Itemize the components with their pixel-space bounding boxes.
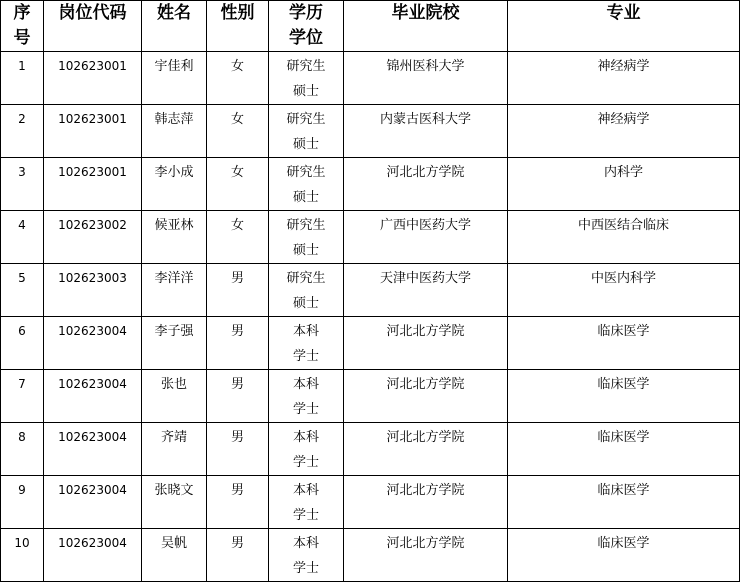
cell-serial-number <box>1 105 44 158</box>
cell-serial-number <box>1 423 44 476</box>
cell-name <box>142 423 207 476</box>
header-name <box>142 1 207 52</box>
cell-name <box>142 370 207 423</box>
cell-major <box>508 105 740 158</box>
cell-name <box>142 52 207 105</box>
cell-school <box>344 317 508 370</box>
position-code-text: 102623004 <box>58 324 127 338</box>
gender-text: 女 <box>230 59 244 74</box>
cell-position-code <box>44 370 142 423</box>
cell-education <box>269 423 344 476</box>
gender-text: 男 <box>230 483 244 498</box>
cell-position-code <box>44 211 142 264</box>
table-row <box>1 105 740 158</box>
degree-text: 学士 <box>292 349 319 364</box>
cell-school <box>344 529 508 582</box>
cell-major <box>508 158 740 211</box>
gender-text: 男 <box>230 324 244 339</box>
header-school-label: 毕业院校 <box>391 3 460 23</box>
major-text: 内科学 <box>603 165 643 180</box>
cell-name <box>142 211 207 264</box>
degree-text: 学士 <box>292 508 319 523</box>
header-major <box>508 1 740 52</box>
cell-school <box>344 52 508 105</box>
education-text: 研究生 <box>286 165 326 180</box>
cell-education <box>269 264 344 317</box>
education-text: 研究生 <box>286 271 326 286</box>
school-text: 河北北方学院 <box>386 430 465 445</box>
name-text: 宇佳利 <box>154 59 194 74</box>
name-text: 候亚林 <box>154 218 194 233</box>
school-text: 河北北方学院 <box>386 536 465 551</box>
cell-school <box>344 264 508 317</box>
header-serial-number-line2: 号 <box>13 28 31 48</box>
gender-text: 男 <box>230 430 244 445</box>
header-serial-number <box>1 1 44 52</box>
cell-school <box>344 211 508 264</box>
major-text: 临床医学 <box>597 483 650 498</box>
major-text: 中西医结合临床 <box>577 218 669 233</box>
position-code-text: 102623004 <box>58 377 127 391</box>
cell-name <box>142 158 207 211</box>
school-text: 河北北方学院 <box>386 483 465 498</box>
school-text: 锦州医科大学 <box>386 59 465 74</box>
position-code-text: 102623001 <box>58 112 127 126</box>
cell-education <box>269 370 344 423</box>
gender-text: 男 <box>230 271 244 286</box>
cell-gender <box>207 158 269 211</box>
name-text: 李小成 <box>154 165 194 180</box>
position-code-text: 102623004 <box>58 430 127 444</box>
cell-position-code <box>44 317 142 370</box>
cell-position-code <box>44 105 142 158</box>
gender-text: 男 <box>230 536 244 551</box>
name-text: 齐靖 <box>160 430 187 445</box>
table-header <box>1 1 740 52</box>
position-code-text: 102623003 <box>58 271 127 285</box>
cell-gender <box>207 52 269 105</box>
gender-text: 女 <box>230 218 244 233</box>
major-text: 神经病学 <box>597 112 650 127</box>
table-row <box>1 264 740 317</box>
major-text: 临床医学 <box>597 377 650 392</box>
cell-education <box>269 158 344 211</box>
position-code-text: 102623001 <box>58 59 127 73</box>
cell-school <box>344 423 508 476</box>
cell-position-code <box>44 423 142 476</box>
table-row <box>1 423 740 476</box>
table-row <box>1 370 740 423</box>
header-serial-number-line1: 序 <box>13 3 31 23</box>
cell-position-code <box>44 158 142 211</box>
serial-number-text: 1 <box>18 59 26 73</box>
cell-serial-number <box>1 158 44 211</box>
name-text: 韩志萍 <box>154 112 194 127</box>
name-text: 吴帆 <box>160 536 187 551</box>
cell-gender <box>207 105 269 158</box>
header-gender-label: 性别 <box>220 3 255 23</box>
education-text: 本科 <box>292 324 319 339</box>
table-row <box>1 52 740 105</box>
gender-text: 女 <box>230 165 244 180</box>
cell-name <box>142 476 207 529</box>
table-body <box>1 52 740 582</box>
degree-text: 硕士 <box>292 137 319 152</box>
cell-major <box>508 52 740 105</box>
major-text: 临床医学 <box>597 536 650 551</box>
cell-education <box>269 317 344 370</box>
cell-gender <box>207 264 269 317</box>
serial-number-text: 2 <box>18 112 26 126</box>
header-education <box>269 1 344 52</box>
position-code-text: 102623004 <box>58 483 127 497</box>
major-text: 临床医学 <box>597 324 650 339</box>
cell-major <box>508 264 740 317</box>
table-row <box>1 529 740 582</box>
education-text: 本科 <box>292 377 319 392</box>
cell-serial-number <box>1 211 44 264</box>
cell-name <box>142 264 207 317</box>
header-position-code-label: 岗位代码 <box>58 3 127 23</box>
table-row <box>1 211 740 264</box>
cell-school <box>344 370 508 423</box>
cell-serial-number <box>1 529 44 582</box>
header-gender <box>207 1 269 52</box>
header-education-line1: 学历 <box>289 3 323 23</box>
education-text: 研究生 <box>286 112 326 127</box>
cell-gender <box>207 476 269 529</box>
cell-school <box>344 105 508 158</box>
header-school <box>344 1 508 52</box>
cell-education <box>269 105 344 158</box>
education-text: 研究生 <box>286 59 326 74</box>
header-row <box>1 1 740 52</box>
cell-major <box>508 476 740 529</box>
cell-name <box>142 105 207 158</box>
cell-gender <box>207 423 269 476</box>
header-education-line2: 学位 <box>289 28 323 48</box>
cell-serial-number <box>1 52 44 105</box>
serial-number-text: 7 <box>18 377 26 391</box>
serial-number-text: 3 <box>18 165 26 179</box>
table-row <box>1 476 740 529</box>
cell-position-code <box>44 52 142 105</box>
serial-number-text: 5 <box>18 271 26 285</box>
cell-education <box>269 476 344 529</box>
degree-text: 硕士 <box>292 84 319 99</box>
cell-major <box>508 317 740 370</box>
school-text: 河北北方学院 <box>386 165 465 180</box>
cell-education <box>269 211 344 264</box>
school-text: 天津中医药大学 <box>379 271 471 286</box>
education-text: 本科 <box>292 483 319 498</box>
major-text: 神经病学 <box>597 59 650 74</box>
serial-number-text: 4 <box>18 218 26 232</box>
cell-gender <box>207 211 269 264</box>
table-row <box>1 158 740 211</box>
cell-serial-number <box>1 317 44 370</box>
cell-serial-number <box>1 370 44 423</box>
cell-serial-number <box>1 264 44 317</box>
name-text: 张也 <box>160 377 187 392</box>
header-major-label: 专业 <box>606 3 641 23</box>
degree-text: 硕士 <box>292 296 319 311</box>
cell-name <box>142 529 207 582</box>
school-text: 河北北方学院 <box>386 377 465 392</box>
position-code-text: 102623004 <box>58 536 127 550</box>
school-text: 河北北方学院 <box>386 324 465 339</box>
cell-school <box>344 158 508 211</box>
degree-text: 硕士 <box>292 190 319 205</box>
serial-number-text: 8 <box>18 430 26 444</box>
cell-position-code <box>44 264 142 317</box>
name-text: 李子强 <box>154 324 194 339</box>
position-code-text: 102623002 <box>58 218 127 232</box>
cell-name <box>142 317 207 370</box>
header-name-label: 姓名 <box>157 3 191 23</box>
degree-text: 学士 <box>292 402 319 417</box>
cell-gender <box>207 317 269 370</box>
cell-position-code <box>44 476 142 529</box>
table-row <box>1 317 740 370</box>
degree-text: 学士 <box>292 561 319 576</box>
cell-major <box>508 370 740 423</box>
name-text: 张晓文 <box>154 483 194 498</box>
serial-number-text: 10 <box>14 536 30 550</box>
name-text: 李洋洋 <box>154 271 194 286</box>
major-text: 中医内科学 <box>590 271 656 286</box>
education-text: 本科 <box>292 536 319 551</box>
degree-text: 硕士 <box>292 243 319 258</box>
serial-number-text: 6 <box>18 324 26 338</box>
gender-text: 男 <box>230 377 244 392</box>
cell-gender <box>207 529 269 582</box>
gender-text: 女 <box>230 112 244 127</box>
education-text: 本科 <box>292 430 319 445</box>
cell-major <box>508 423 740 476</box>
cell-major <box>508 211 740 264</box>
cell-education <box>269 529 344 582</box>
cell-school <box>344 476 508 529</box>
major-text: 临床医学 <box>597 430 650 445</box>
cell-gender <box>207 370 269 423</box>
school-text: 内蒙古医科大学 <box>379 112 471 127</box>
education-text: 研究生 <box>286 218 326 233</box>
position-code-text: 102623001 <box>58 165 127 179</box>
cell-serial-number <box>1 476 44 529</box>
cell-education <box>269 52 344 105</box>
serial-number-text: 9 <box>18 483 26 497</box>
cell-position-code <box>44 529 142 582</box>
header-position-code <box>44 1 142 52</box>
degree-text: 学士 <box>292 455 319 470</box>
cell-major <box>508 529 740 582</box>
school-text: 广西中医药大学 <box>379 218 471 233</box>
